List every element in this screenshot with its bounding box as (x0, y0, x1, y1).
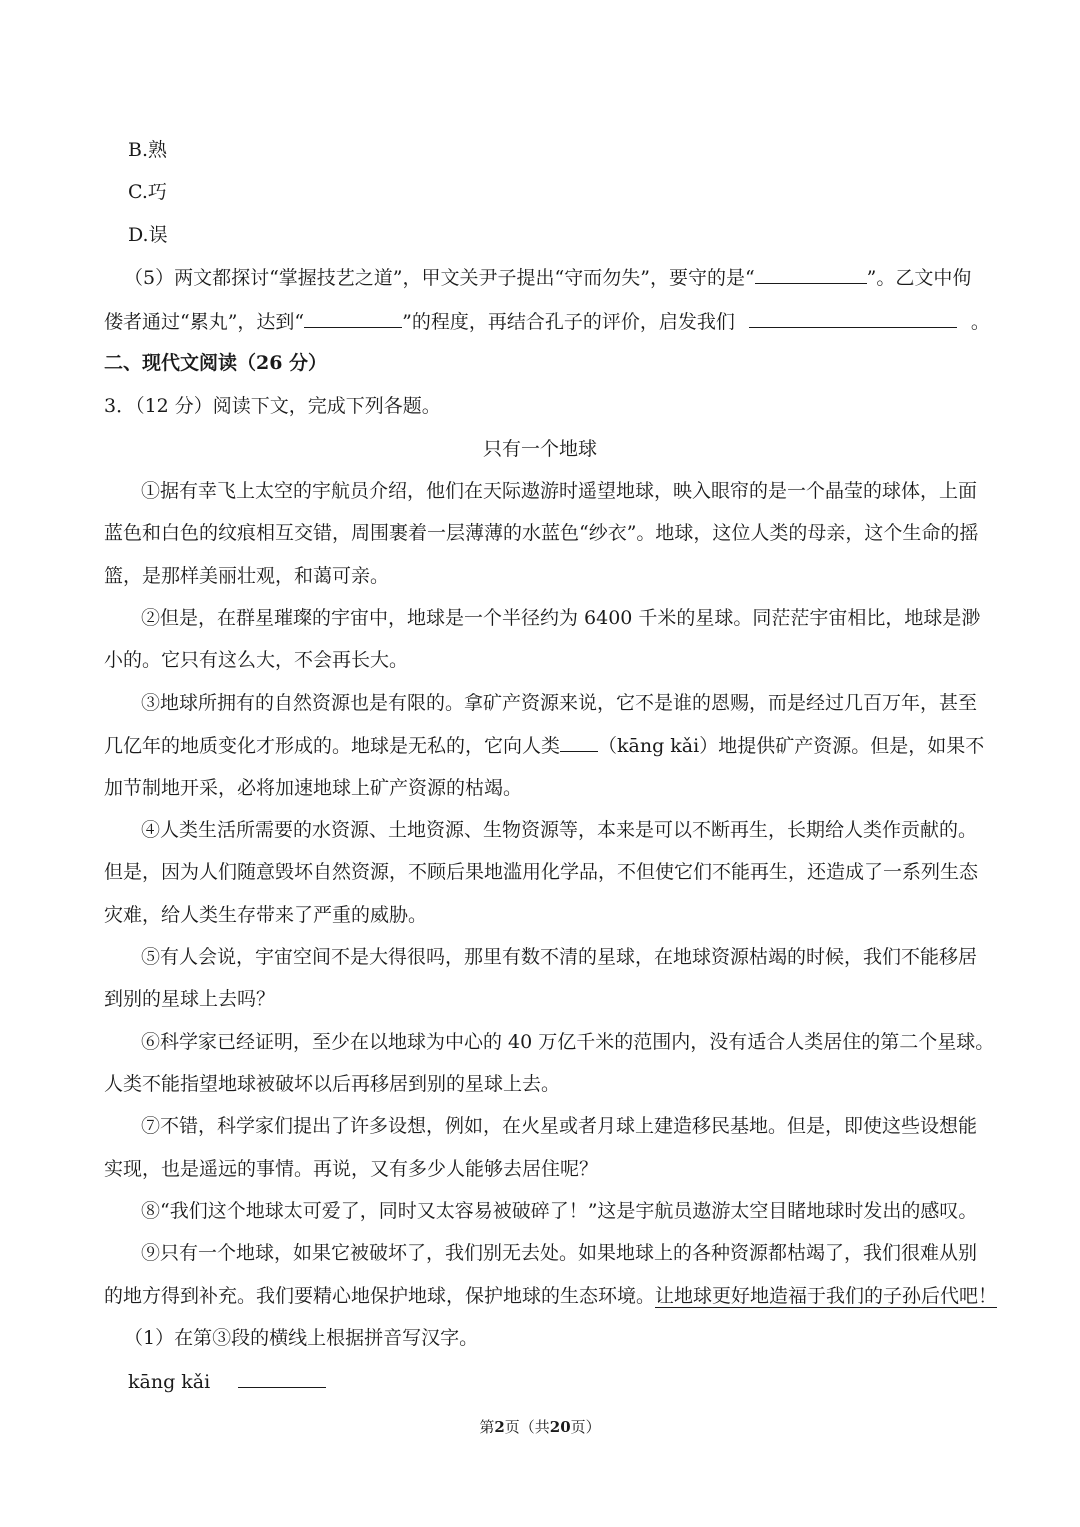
footer-page-number: 2 (494, 1418, 505, 1436)
pinyin-blank-in-text[interactable] (560, 733, 598, 752)
paragraph-7-line-1: ⑦不错，科学家们提出了许多设想，例如，在火星或者月球上建造移民基地。但是，即使这些设想能 (141, 1115, 978, 1137)
paragraph-5-line-1: ⑤有人会说，宇宙空间不是大得很吗，那里有数不清的星球，在地球资源枯竭的时候，我们不能移居 (141, 946, 978, 968)
underlined-sentence: 让地球更好地造福于我们的子孙后代吧！ (655, 1285, 998, 1307)
paragraph-9-line-2 (104, 1284, 997, 1308)
question-5-text-c: 偻者通过“累丸”，达到“ (104, 311, 305, 333)
option-b: B.熟 (128, 139, 168, 161)
paragraph-1-line-3: 篮，是那样美丽壮观，和蔼可亲。 (104, 565, 390, 587)
paragraph-1-line-2: 蓝色和白色的纹痕相互交错，周围裹着一层薄薄的水蓝色“纱衣”。地球，这位人类的母亲，这个生命的摇 (104, 522, 979, 544)
footer-suffix: 页） (570, 1418, 601, 1436)
footer-prefix: 第 (479, 1418, 495, 1436)
section-heading: 二、现代文阅读（26 分） (104, 352, 328, 374)
page-footer (0, 1415, 1080, 1439)
paragraph-9-line-1: ⑨只有一个地球，如果它被破坏了，我们别无去处。如果地球上的各种资源都枯竭了，我们很难从别 (141, 1242, 978, 1264)
paragraph-5-line-2: 到别的星球上去吗？ (104, 988, 276, 1010)
question-3-intro: 3．（12 分）阅读下文，完成下列各题。 (104, 395, 441, 417)
question-5-line-1 (124, 265, 971, 290)
pinyin-answer-line (128, 1369, 326, 1394)
paragraph-9-text: 的地方得到补充。我们要精心地保护地球，保护地球的生态环境。 (104, 1285, 656, 1307)
paragraph-8: ⑧“我们这个地球太可爱了，同时又太容易被破碎了！”这是宇航员遨游太空目睹地球时发出的感叹。 (141, 1200, 978, 1222)
paragraph-3-line-2 (104, 733, 984, 758)
question-5-line-2 (104, 309, 990, 334)
paragraph-2-line-1: ②但是，在群星璀璨的宇宙中，地球是一个半径约为 6400 千米的星球。同茫茫宇宙相比，地球是渺 (141, 607, 981, 629)
paragraph-3-text-b: （kāng kǎi）地提供矿产资源。但是，如果不 (598, 735, 985, 757)
paragraph-7-line-2: 实现，也是遥远的事情。再说，又有多少人能够去居住呢？ (104, 1158, 599, 1180)
paragraph-2-line-2: 小的。它只有这么大，不会再长大。 (104, 649, 409, 671)
paragraph-4-line-2: 但是，因为人们随意毁坏自然资源，不顾后果地滥用化学品，不但使它们不能再生，还造成了一系列生态 (104, 861, 979, 883)
question-5-text-d: ”的程度，再结合孔子的评价，启发我们 (402, 311, 735, 333)
answer-blank-1[interactable] (755, 265, 867, 284)
sub-question-1: （1）在第③段的横线上根据拼音写汉字。 (124, 1327, 479, 1349)
paragraph-1-line-1: ①据有幸飞上太空的宇航员介绍，他们在天际遨游时遥望地球，映入眼帘的是一个晶莹的球体，上面 (141, 480, 978, 502)
pinyin-answer-blank[interactable] (238, 1369, 326, 1388)
paragraph-3-line-1: ③地球所拥有的自然资源也是有限的。拿矿产资源来说，它不是谁的恩赐，而是经过几百万年，甚至 (141, 692, 978, 714)
question-5-text-b: ”。乙文中佝 (866, 267, 972, 289)
question-5-text-e: 。 (970, 311, 990, 333)
question-5-text-a: （5）两文都探讨“掌握技艺之道”，甲文关尹子提出“守而勿失”，要守的是“ (124, 267, 755, 289)
pinyin-prompt: kāng kǎi (128, 1371, 211, 1393)
footer-middle: 页（共 (504, 1418, 550, 1436)
answer-blank-3[interactable] (749, 309, 957, 328)
paragraph-3-text-a: 几亿年的地质变化才形成的。地球是无私的，它向人类 (104, 735, 561, 757)
article-title: 只有一个地球 (482, 438, 597, 460)
paragraph-6-line-2: 人类不能指望地球被破坏以后再移居到别的星球上去。 (104, 1073, 561, 1095)
paragraph-4-line-3: 灾难，给人类生存带来了严重的威胁。 (104, 904, 428, 926)
paragraph-4-line-1: ④人类生活所需要的水资源、土地资源、生物资源等，本来是可以不断再生，长期给人类作贡献的。 (141, 819, 978, 841)
paragraph-3-line-3: 加节制地开采，必将加速地球上矿产资源的枯竭。 (104, 777, 523, 799)
paragraph-6-line-1: ⑥科学家已经证明，至少在以地球为中心的 40 万亿千米的范围内，没有适合人类居住的第二个星球。 (141, 1031, 995, 1053)
footer-total-pages: 20 (549, 1418, 571, 1436)
answer-blank-2[interactable] (304, 309, 402, 328)
option-d: D.误 (128, 224, 168, 246)
option-c: C.巧 (128, 181, 167, 203)
